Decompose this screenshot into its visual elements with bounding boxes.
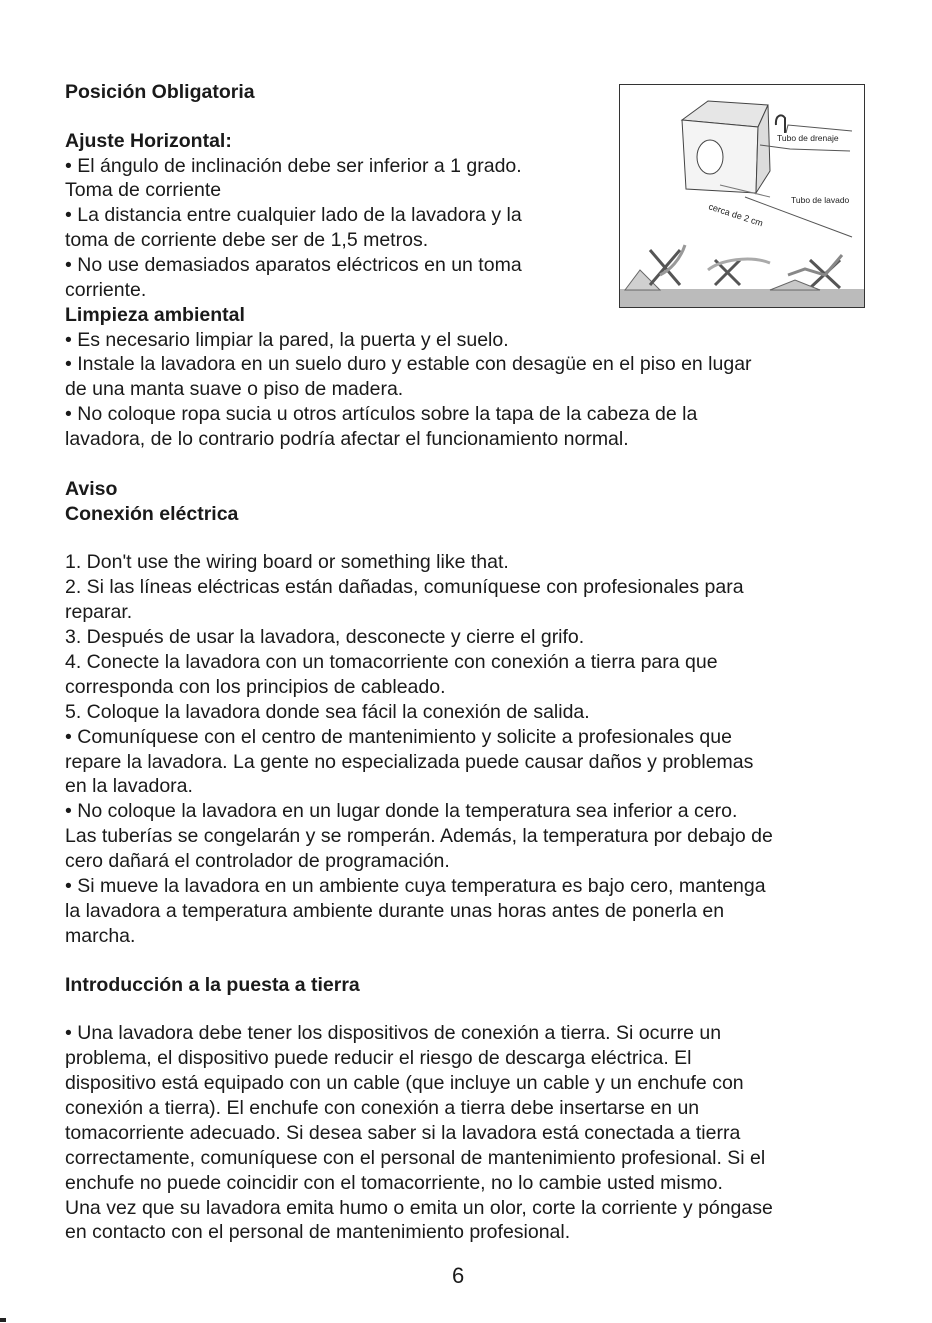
tierra-line-5: tomacorriente adecuado. Si desea saber si la lavadora está conectada a tierra [65, 1122, 741, 1144]
list-item-2b: reparar. [65, 601, 133, 623]
label-drain-hose: Tubo de drenaje [777, 133, 839, 143]
heading-tierra: Introducción a la puesta a tierra [65, 974, 360, 996]
heading-limpieza: Limpieza ambiental [65, 304, 245, 326]
text-instale-2: de una manta suave o piso de madera. [65, 378, 404, 400]
text-angle: • El ángulo de inclinación debe ser inferior a 1 grado. [65, 155, 522, 177]
tierra-line-4: conexión a tierra). El enchufe con conexión a tierra debe insertarse en un [65, 1097, 700, 1119]
text-ropa-1: • No coloque ropa sucia u otros artículos sobre la tapa de la cabeza de la [65, 403, 698, 425]
text-toma-title: Toma de corriente [65, 179, 222, 201]
bullet-3c: marcha. [65, 925, 136, 947]
text-aparatos-1: • No use demasiados aparatos eléctricos en un toma [65, 254, 522, 276]
bullet-2c: cero dañará el controlador de programación. [65, 850, 450, 872]
heading-horizontal: Ajuste Horizontal: [65, 130, 232, 152]
text-aparatos-2: corriente. [65, 279, 147, 301]
heading-aviso: Aviso [65, 478, 118, 500]
tierra-line-1: • Una lavadora debe tener los dispositivos de conexión a tierra. Si ocurre un [65, 1022, 722, 1044]
corner-mark [0, 1318, 6, 1322]
tierra-line-9: en contacto con el personal de mantenimiento profesional. [65, 1221, 571, 1243]
text-distance-2: toma de corriente debe ser de 1,5 metros. [65, 229, 429, 251]
label-distance: cerca de 2 cm [707, 201, 765, 229]
list-item-4b: corresponda con los principios de cableado. [65, 676, 446, 698]
list-item-3: 3. Después de usar la lavadora, desconecte y cierre el grifo. [65, 626, 585, 648]
installation-figure [619, 84, 865, 308]
bullet-1a: • Comuníquese con el centro de mantenimiento y solicite a profesionales que [65, 726, 732, 748]
list-item-5: 5. Coloque la lavadora donde sea fácil la conexión de salida. [65, 701, 590, 723]
list-item-2a: 2. Si las líneas eléctricas están dañadas, comuníquese con profesionales para [65, 576, 744, 598]
tierra-line-8: Una vez que su lavadora emita humo o emita un olor, corte la corriente y póngase [65, 1197, 773, 1219]
list-item-4a: 4. Conecte la lavadora con un tomacorriente con conexión a tierra para que [65, 651, 718, 673]
page-number: 6 [452, 1263, 465, 1288]
tierra-line-6: correctamente, comuníquese con el personal de mantenimiento profesional. Si el [65, 1147, 766, 1169]
text-limpiar: • Es necesario limpiar la pared, la puerta y el suelo. [65, 329, 509, 351]
heading-position: Posición Obligatoria [65, 81, 255, 103]
tierra-line-7: enchufe no puede coincidir con el tomacorriente, no lo cambie usted mismo. [65, 1172, 723, 1194]
text-ropa-2: lavadora, de lo contrario podría afectar el funcionamiento normal. [65, 428, 629, 450]
text-distance-1: • La distancia entre cualquier lado de la lavadora y la [65, 204, 522, 226]
incorrect-position-examples [620, 245, 864, 307]
bullet-3a: • Si mueve la lavadora en un ambiente cuya temperatura es bajo cero, mantenga [65, 875, 766, 897]
bullet-2b: Las tuberías se congelarán y se romperán. Además, la temperatura por debajo de [65, 825, 773, 847]
washing-machine-illustration [682, 101, 770, 193]
list-item-1: 1. Don't use the wiring board or something like that. [65, 551, 509, 573]
label-wash-hose: Tubo de lavado [791, 195, 850, 205]
text-instale-1: • Instale la lavadora en un suelo duro y estable con desagüe en el piso en lugar [65, 353, 752, 375]
bullet-3b: la lavadora a temperatura ambiente durante unas horas antes de ponerla en [65, 900, 725, 922]
tierra-line-3: dispositivo está equipado con un cable (que incluye un cable y un enchufe con [65, 1072, 744, 1094]
bullet-1c: en la lavadora. [65, 775, 193, 797]
tierra-line-2: problema, el dispositivo puede reducir el riesgo de descarga eléctrica. El [65, 1047, 692, 1069]
bullet-1b: repare la lavadora. La gente no especializada puede causar daños y problemas [65, 751, 754, 773]
heading-conexion: Conexión eléctrica [65, 503, 239, 525]
bullet-2a: • No coloque la lavadora en un lugar donde la temperatura sea inferior a cero. [65, 800, 738, 822]
